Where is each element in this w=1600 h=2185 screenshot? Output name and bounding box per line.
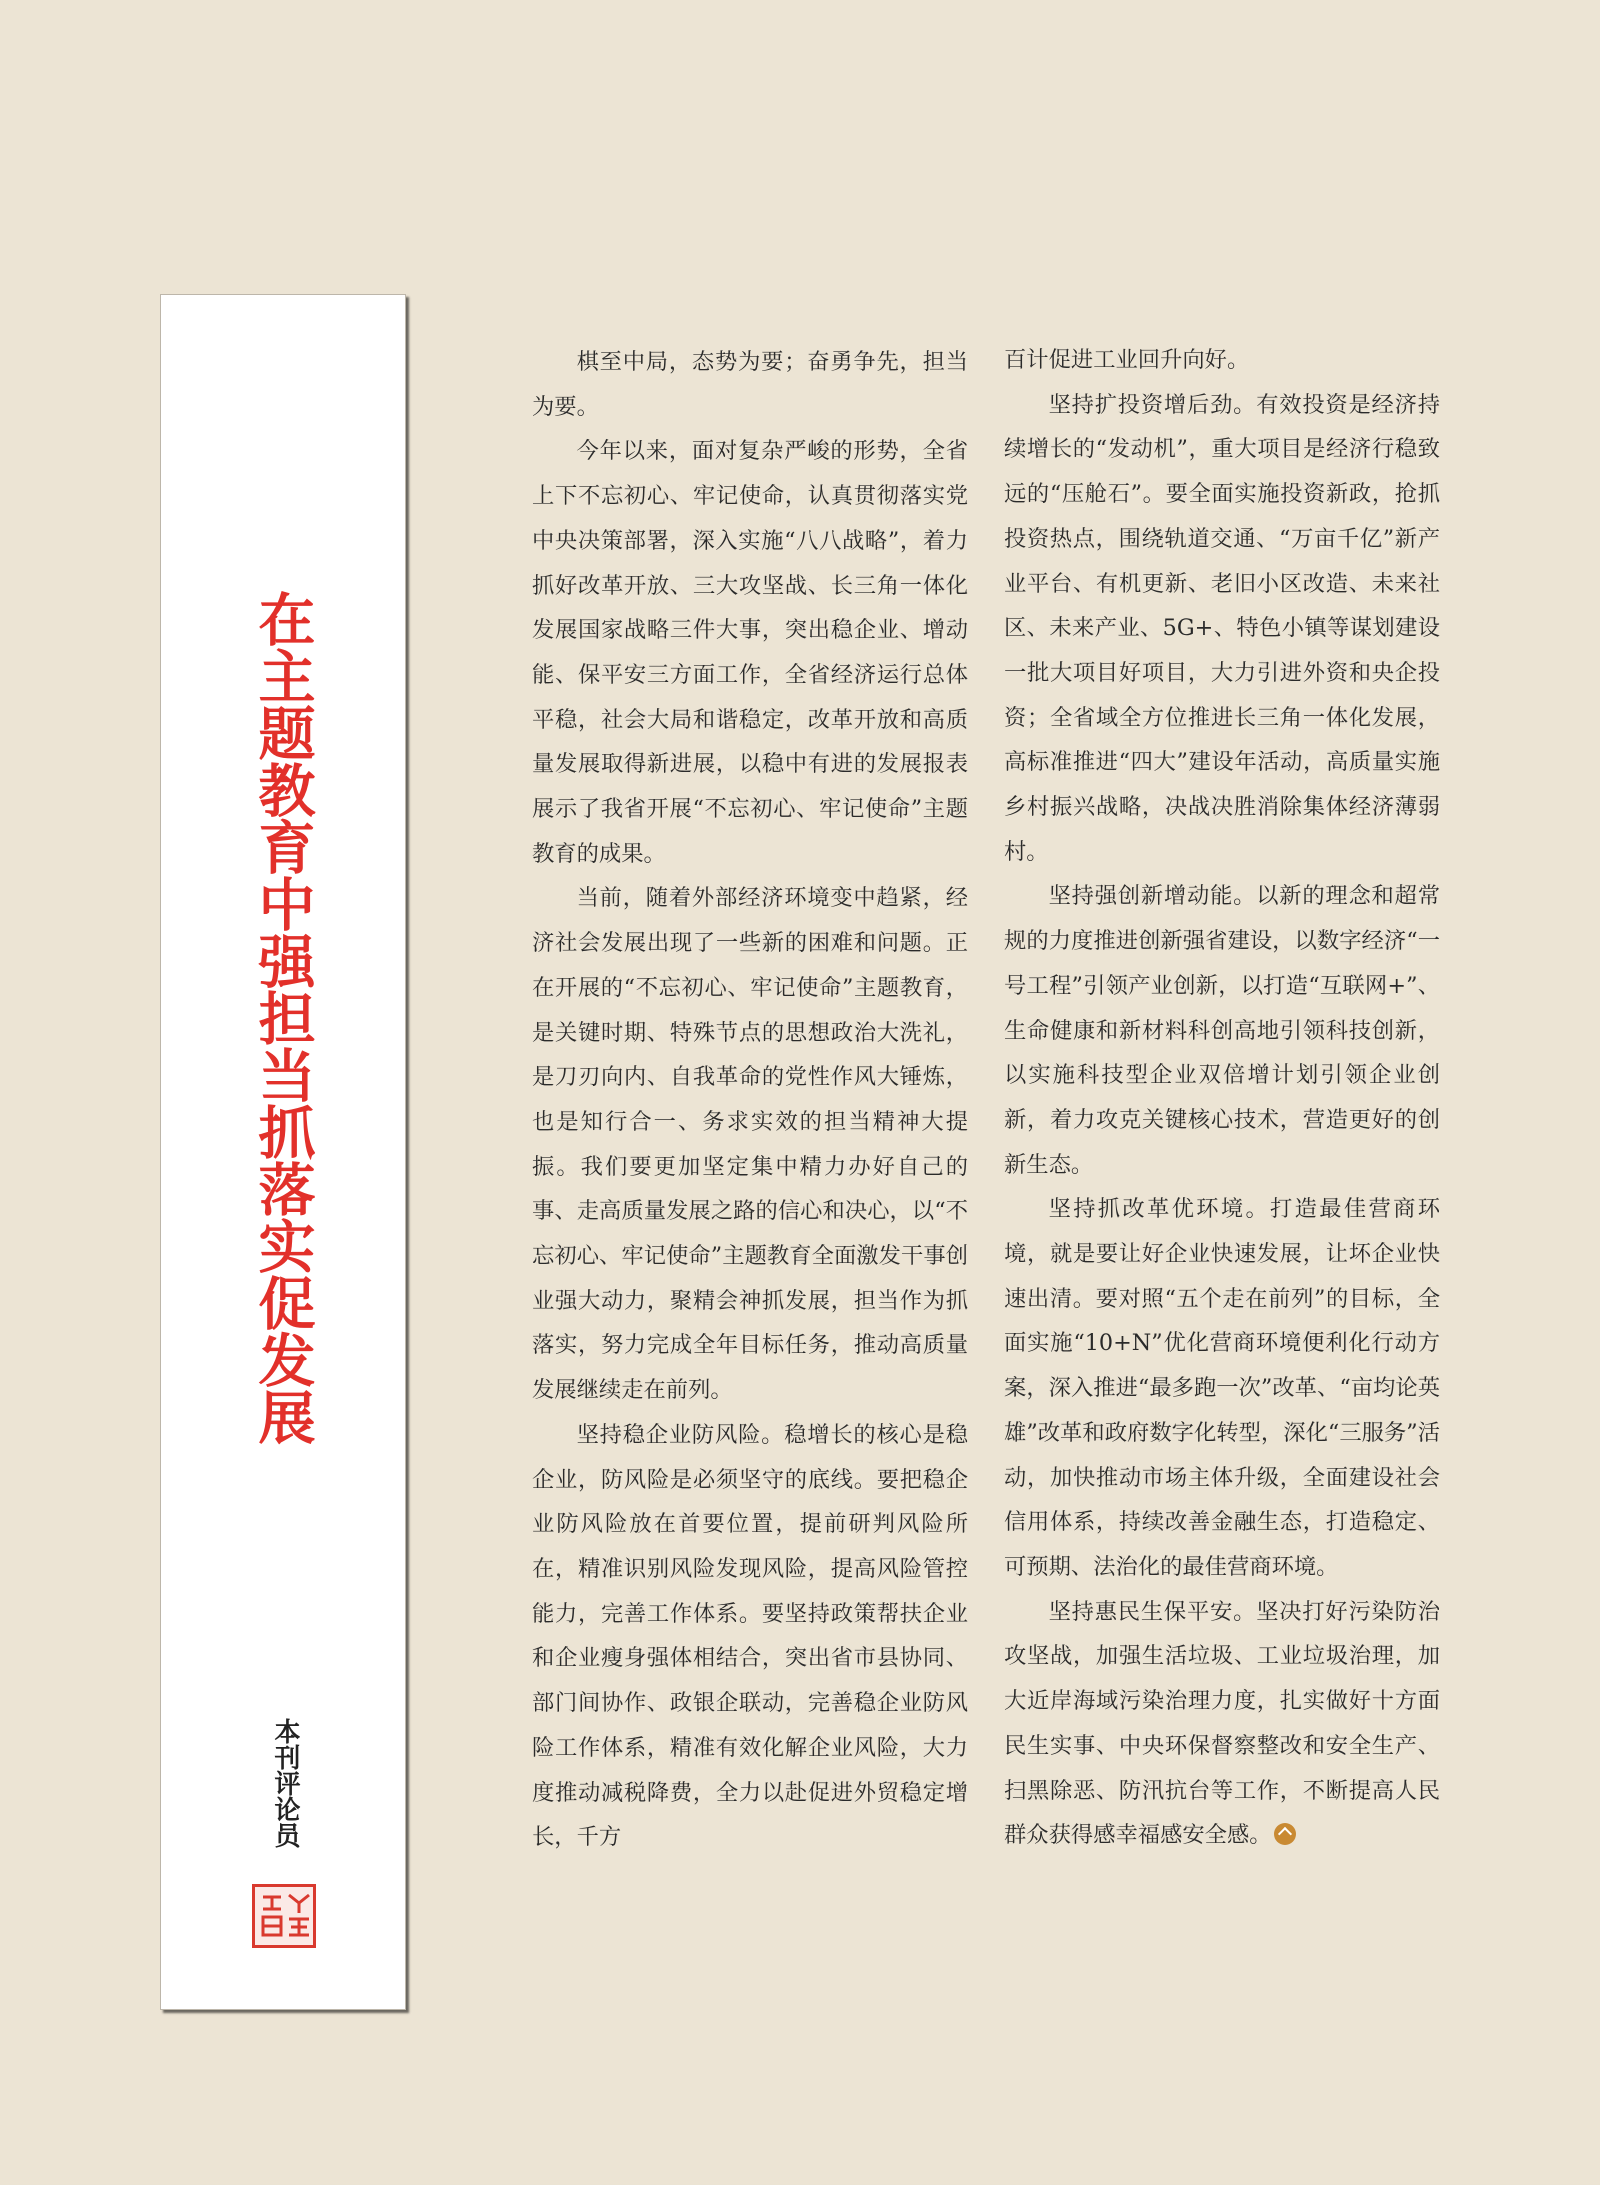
paragraph: 棋至中局，态势为要；奋勇争先，担当为要。: [532, 349, 968, 420]
end-mark-icon: [1274, 1823, 1296, 1845]
byline: 本刊评论员: [270, 1718, 300, 1848]
paragraph: 今年以来，面对复杂严峻的形势，全省上下不忘初心、牢记使命，认真贯彻落实党中央决策部署，深入实施“八八战略”，着力抓好改革开放、三大攻坚战、长三角一体化发展国家战略三件大事，突出稳企业、增动能、保平安三方面工作，全省经济运行总体平稳，社会大局和谐稳定，改革开放和高质量发展取得新进展，以稳中有进的发展报表展示了我省开展“不忘初心、牢记使命”主题教育的成果。: [532, 438, 968, 867]
body-column-right: [1004, 338, 1440, 1858]
paragraph: 当前，随着外部经济环境变中趋紧，经济社会发展出现了一些新的困难和问题。正在开展的“不忘初心、牢记使命”主题教育，是关键时期、特殊节点的思想政治大洗礼，是刀刃向内、自我革命的党性作风大锤炼，也是知行合一、务求实效的担当精神大提振。我们要更加坚定集中精力办好自己的事、走高质量发展之路的信心和决心，以“不忘初心、牢记使命”主题教育全面激发干事创业强大动力，聚精会神抓发展，担当作为抓落实，努力完成全年目标任务，推动高质量发展继续走在前列。: [532, 885, 968, 1404]
paragraph: 坚持稳企业防风险。稳增长的核心是稳企业，防风险是必须坚守的底线。要把稳企业防风险放在首要位置，提前研判风险所在，精准识别风险发现风险，提高风险管控能力，完善工作体系。要坚持政策帮扶企业和企业瘦身强体相结合，突出省市县协同、部门间协作、政银企联动，完善稳企业防风险工作体系，精准有效化解企业风险，大力度推动减税降费，全力以赴促进外贸稳定增长，千方: [532, 1421, 968, 1851]
paragraph-final: [1004, 1590, 1440, 1858]
seal-stamp-icon: [252, 1884, 316, 1948]
paragraph: 坚持强创新增动能。以新的理念和超常规的力度推进创新强省建设，以数字经济“一号工程”引领产业创新，以打造“互联网+”、生命健康和新材料科创高地引领科技创新，以实施科技型企业双倍增计划引领企业创新，着力攻克关键核心技术，营造更好的创新生态。: [1004, 883, 1440, 1178]
paragraph-continuation: 百计促进工业回升向好。: [1004, 347, 1250, 373]
paragraph: 坚持抓改革优环境。打造最佳营商环境，就是要让好企业快速发展，让坏企业快速出清。要对照“五个走在前列”的目标，全面实施“10+N”优化营商环境便利化行动方案，深入推进“最多跑一次”改革、“亩均论英雄”改革和政府数字化转型，深化“三服务”活动，加快推动市场主体升级，全面建设社会信用体系，持续改善金融生态，打造稳定、可预期、法治化的最佳营商环境。: [1004, 1196, 1440, 1580]
body-column-left: [532, 340, 968, 1860]
paragraph-text: 坚持惠民生保平安。坚决打好污染防治攻坚战，加强生活垃圾、工业垃圾治理，加大近岸海域污染治理力度，扎实做好十方面民生实事、中央环保督察整改和安全生产、扫黑除恶、防汛抗台等工作，不断提高人民群众获得感幸福感安全感。: [1004, 1598, 1440, 1849]
article-title: 在主题教育中强担当抓落实促发展: [249, 590, 315, 1445]
paragraph: 坚持扩投资增后劲。有效投资是经济持续增长的“发动机”，重大项目是经济行稳致远的“压舱石”。要全面实施投资新政，抢抓投资热点，围绕轨道交通、“万亩千亿”新产业平台、有机更新、老旧小区改造、未来社区、未来产业、5G+、特色小镇等谋划建设一批大项目好项目，大力引进外资和央企投资；全省域全方位推进长三角一体化发展，高标准推进“四大”建设年活动，高质量实施乡村振兴战略，决战决胜消除集体经济薄弱村。: [1004, 391, 1440, 865]
